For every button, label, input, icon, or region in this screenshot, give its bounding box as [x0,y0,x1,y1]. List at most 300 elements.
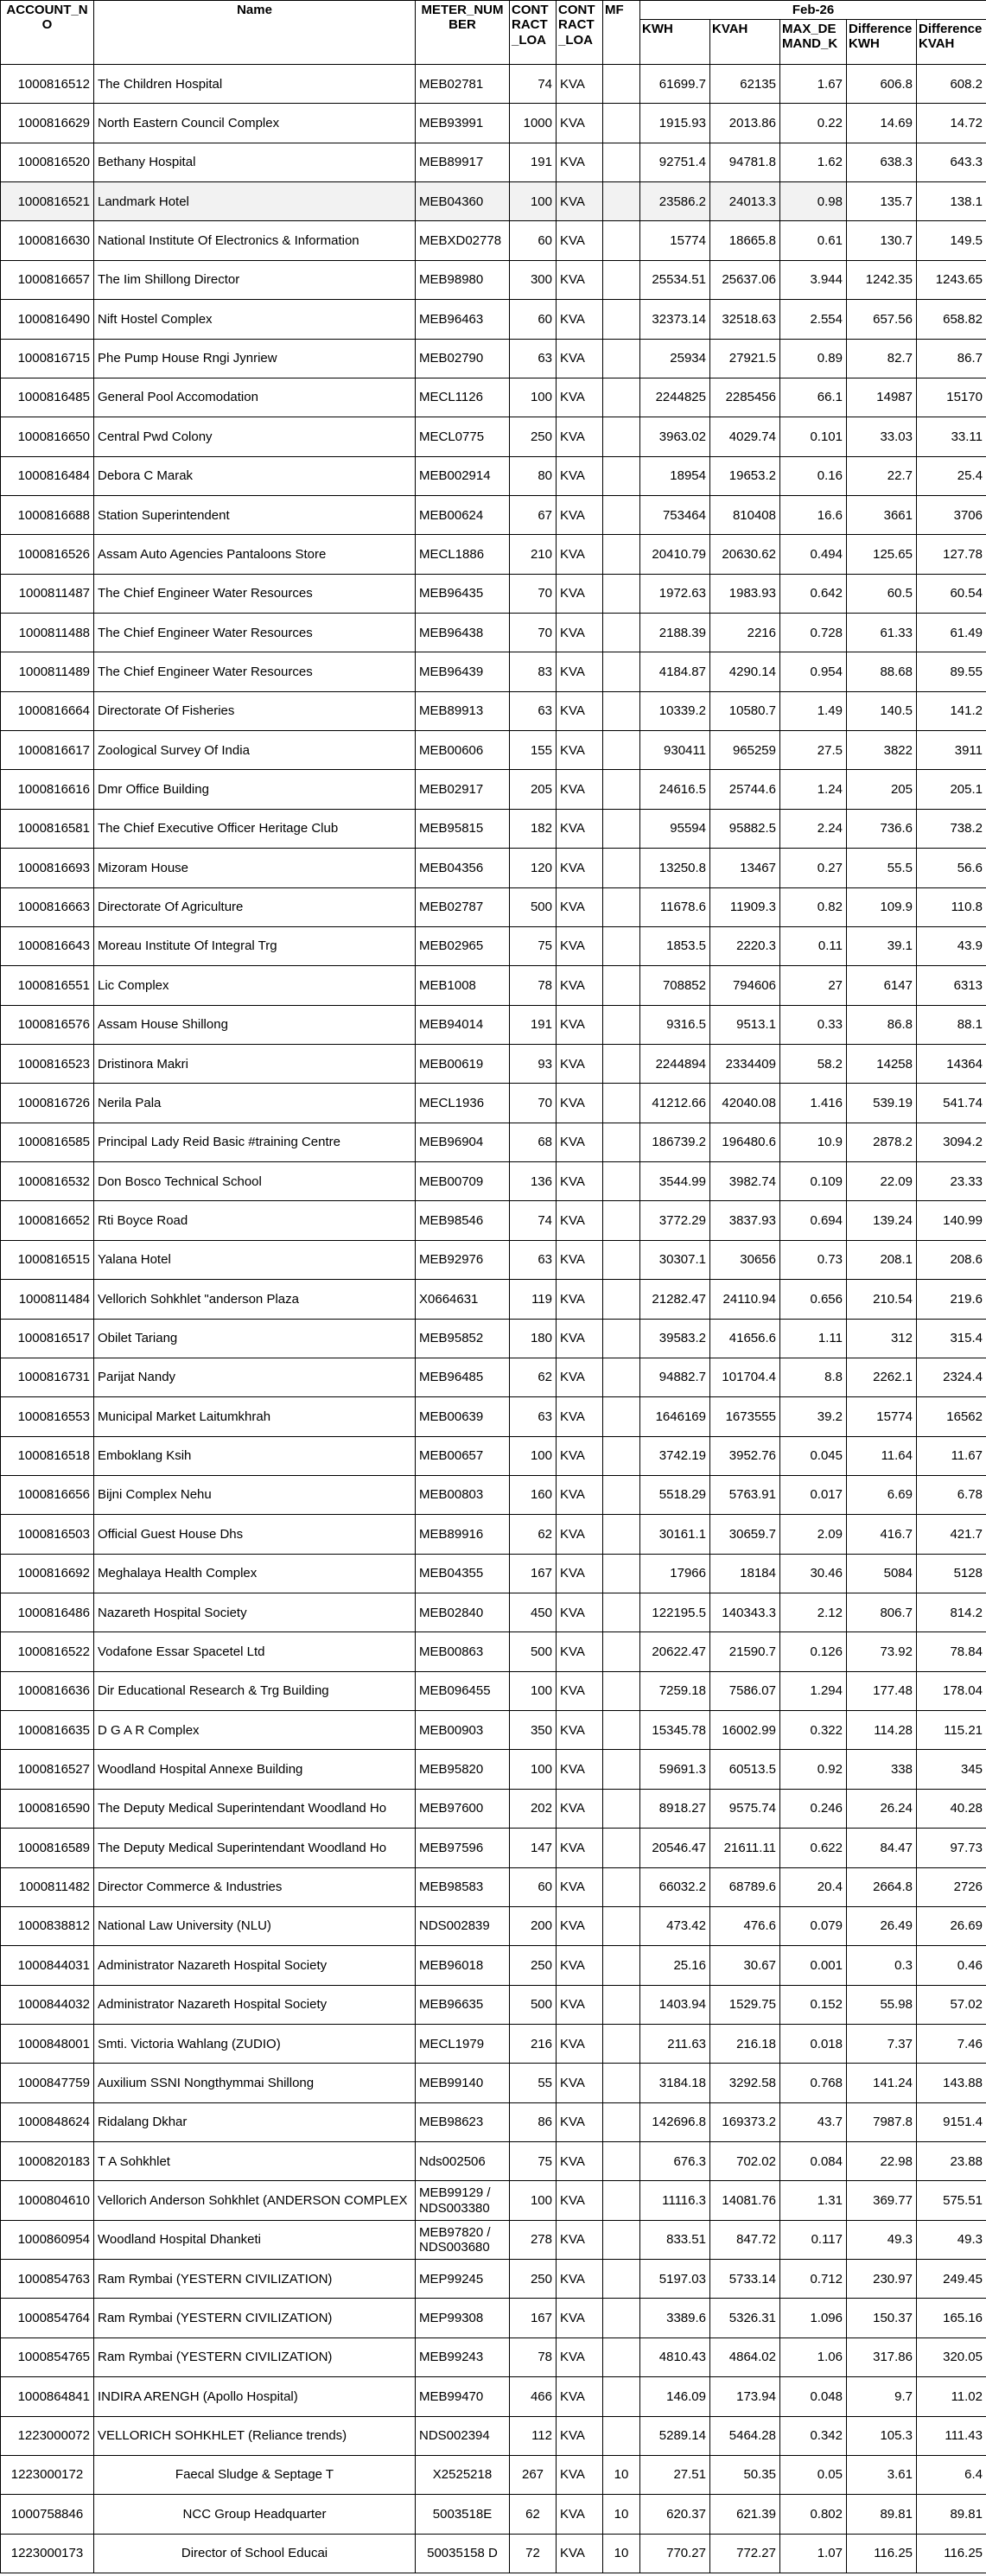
kwh-cell: 32373.14 [640,300,710,339]
meter-number-cell: MEB04355 [416,1554,510,1593]
contract-load-cell: 78 [510,2337,557,2376]
table-row [1,731,986,770]
diff-kwh-cell: 539.19 [847,1084,917,1123]
mf-cell: 10 [603,2495,640,2534]
table-header [1,1,986,65]
table-row [1,378,986,417]
diff-kvah-cell: 3911 [917,731,986,770]
diff-kvah-cell: 814.2 [917,1593,986,1632]
contract-load-cell: 70 [510,614,557,652]
name-cell: Mizoram House [94,849,416,887]
kwh-cell: 24616.5 [640,770,710,809]
mf-cell [603,1201,640,1240]
max-demand-cell: 1.24 [780,770,847,809]
unit-cell: KVA [557,1867,603,1906]
table-row [1,2181,986,2220]
contract-load-cell: 205 [510,770,557,809]
table-row [1,1436,986,1475]
kvah-cell: 13467 [710,849,780,887]
diff-kvah-cell: 149.5 [917,221,986,260]
max-demand-cell: 0.656 [780,1280,847,1319]
diff-kvah-cell: 219.6 [917,1280,986,1319]
contract-load-cell: 100 [510,182,557,221]
mf-cell [603,1436,640,1475]
kvah-cell: 1673555 [710,1397,780,1436]
diff-kvah-cell: 127.78 [917,535,986,574]
diff-kvah-cell: 57.02 [917,1985,986,2024]
contract-load-cell: 72 [510,2534,557,2573]
kwh-cell: 15774 [640,221,710,260]
table-row [1,1671,986,1710]
diff-kvah-cell: 40.28 [917,1789,986,1828]
name-cell: Official Guest House Dhs [94,1515,416,1554]
diff-kvah-cell: 608.2 [917,65,986,104]
kvah-cell: 95882.5 [710,809,780,848]
contract-load-cell: 500 [510,887,557,926]
max-demand-cell: 0.045 [780,1436,847,1475]
mf-cell [603,1515,640,1554]
max-demand-cell: 1.416 [780,1084,847,1123]
account-cell: 1000847759 [1,2064,94,2102]
unit-cell: KVA [557,2377,603,2416]
account-cell: 1000844031 [1,1946,94,1985]
account-cell: 1000816512 [1,65,94,104]
max-demand-cell: 0.11 [780,926,847,965]
name-cell: Director of School Educai [94,2534,416,2573]
account-cell: 1000816688 [1,495,94,534]
kwh-cell: 30307.1 [640,1240,710,1279]
table-row [1,2220,986,2259]
max-demand-cell: 1.06 [780,2337,847,2376]
diff-kwh-cell: 33.03 [847,417,917,456]
account-cell: 1000811487 [1,574,94,613]
contract-load-cell: 74 [510,1201,557,1240]
header-diff-kvah: Difference KVAH [917,20,986,65]
diff-kwh-cell: 5084 [847,1554,917,1593]
kvah-cell: 9513.1 [710,1005,780,1044]
unit-cell: KVA [557,1750,603,1789]
contract-load-cell: 68 [510,1123,557,1161]
diff-kvah-cell: 6.78 [917,1475,986,1514]
unit-cell: KVA [557,1985,603,2024]
kwh-cell: 708852 [640,966,710,1005]
unit-cell: KVA [557,1671,603,1710]
table-row [1,339,986,378]
name-cell: Bethany Hospital [94,143,416,181]
kvah-cell: 16002.99 [710,1711,780,1750]
kvah-cell: 173.94 [710,2377,780,2416]
kwh-cell: 20622.47 [640,1632,710,1671]
contract-load-cell: 63 [510,1397,557,1436]
name-cell: Principal Lady Reid Basic #training Centre [94,1123,416,1161]
meter-number-cell: MECL1126 [416,378,510,417]
table-row [1,143,986,181]
mf-cell [603,2181,640,2220]
account-cell: 1000816635 [1,1711,94,1750]
meter-number-cell: MEB98980 [416,260,510,299]
max-demand-cell: 0.342 [780,2416,847,2455]
max-demand-cell: 0.89 [780,339,847,378]
kwh-cell: 15345.78 [640,1711,710,1750]
kwh-cell: 41212.66 [640,1084,710,1123]
contract-load-cell: 62 [510,1515,557,1554]
kwh-cell: 94882.7 [640,1358,710,1396]
account-cell: 1000848624 [1,2102,94,2141]
name-cell: Ram Rymbai (YESTERN CIVILIZATION) [94,2260,416,2299]
account-cell: 1000816616 [1,770,94,809]
name-cell: Phe Pump House Rngi Jynriew [94,339,416,378]
kvah-cell: 20630.62 [710,535,780,574]
diff-kvah-cell: 421.7 [917,1515,986,1554]
name-cell: Assam House Shillong [94,1005,416,1044]
name-cell: Director Commerce & Industries [94,1867,416,1906]
kvah-cell: 702.02 [710,2142,780,2181]
table-row [1,887,986,926]
kwh-cell: 10339.2 [640,691,710,730]
name-cell: Ram Rymbai (YESTERN CIVILIZATION) [94,2337,416,2376]
kwh-cell: 122195.5 [640,1593,710,1632]
kwh-cell: 59691.3 [640,1750,710,1789]
diff-kwh-cell: 139.24 [847,1201,917,1240]
mf-cell [603,1280,640,1319]
diff-kvah-cell: 138.1 [917,182,986,221]
kwh-cell: 18954 [640,456,710,495]
contract-load-cell: 191 [510,143,557,181]
meter-number-cell: MEB96463 [416,300,510,339]
name-cell: Central Pwd Colony [94,417,416,456]
account-cell: 1000816485 [1,378,94,417]
diff-kvah-cell: 89.81 [917,2495,986,2534]
header-mf: MF [603,1,640,65]
table-row [1,809,986,848]
meter-number-cell: MEB96904 [416,1123,510,1161]
name-cell: The Iim Shillong Director [94,260,416,299]
max-demand-cell: 1.67 [780,65,847,104]
mf-cell [603,966,640,1005]
diff-kwh-cell: 338 [847,1750,917,1789]
max-demand-cell: 0.33 [780,1005,847,1044]
diff-kwh-cell: 208.1 [847,1240,917,1279]
name-cell: Nazareth Hospital Society [94,1593,416,1632]
unit-cell: KVA [557,182,603,221]
meter-number-cell: MECL1886 [416,535,510,574]
account-cell: 1000816731 [1,1358,94,1396]
diff-kvah-cell: 16562 [917,1397,986,1436]
name-cell: Obilet Tariang [94,1319,416,1358]
name-cell: General Pool Accomodation [94,378,416,417]
diff-kvah-cell: 3706 [917,495,986,534]
mf-cell [603,652,640,691]
table-row [1,2260,986,2299]
kvah-cell: 476.6 [710,1906,780,1945]
account-cell: 1000816693 [1,849,94,887]
contract-load-cell: 500 [510,1632,557,1671]
max-demand-cell: 0.82 [780,887,847,926]
diff-kvah-cell: 11.02 [917,2377,986,2416]
diff-kvah-cell: 315.4 [917,1319,986,1358]
mf-cell [603,2024,640,2063]
unit-cell: KVA [557,1789,603,1828]
kvah-cell: 3837.93 [710,1201,780,1240]
max-demand-cell: 2.554 [780,300,847,339]
diff-kwh-cell: 369.77 [847,2181,917,2220]
max-demand-cell: 10.9 [780,1123,847,1161]
meter-number-cell: MEB89917 [416,143,510,181]
header-account-no: ACCOUNT_NO [1,1,94,65]
kvah-cell: 30659.7 [710,1515,780,1554]
unit-cell: KVA [557,104,603,143]
max-demand-cell: 1.07 [780,2534,847,2573]
meter-number-cell: MEB1008 [416,966,510,1005]
name-cell: Zoological Survey Of India [94,731,416,770]
meter-number-cell: MEB002914 [416,456,510,495]
diff-kvah-cell: 7.46 [917,2024,986,2063]
meter-number-cell: MEB02840 [416,1593,510,1632]
max-demand-cell: 1.62 [780,143,847,181]
contract-load-cell: 167 [510,1554,557,1593]
mf-cell: 10 [603,2534,640,2573]
diff-kvah-cell: 49.3 [917,2220,986,2259]
kvah-cell: 4290.14 [710,652,780,691]
mf-cell [603,1671,640,1710]
kwh-cell: 1915.93 [640,104,710,143]
kwh-cell: 13250.8 [640,849,710,887]
max-demand-cell: 0.084 [780,2142,847,2181]
mf-cell [603,2220,640,2259]
diff-kwh-cell: 9.7 [847,2377,917,2416]
name-cell: The Deputy Medical Superintendant Woodland Ho [94,1829,416,1867]
account-cell: 1000811489 [1,652,94,691]
kwh-cell: 21282.47 [640,1280,710,1319]
kvah-cell: 25637.06 [710,260,780,299]
diff-kwh-cell: 6.69 [847,1475,917,1514]
meter-number-cell: X2525218 [416,2455,510,2494]
account-cell: 1000816629 [1,104,94,143]
meter-number-cell: MEP99245 [416,2260,510,2299]
unit-cell: KVA [557,770,603,809]
max-demand-cell: 0.728 [780,614,847,652]
kvah-cell: 14081.76 [710,2181,780,2220]
kvah-cell: 21590.7 [710,1632,780,1671]
diff-kwh-cell: 2878.2 [847,1123,917,1161]
meter-number-cell: MEB00619 [416,1044,510,1083]
account-cell: 1000816490 [1,300,94,339]
table-row [1,691,986,730]
max-demand-cell: 0.126 [780,1632,847,1671]
kwh-cell: 30161.1 [640,1515,710,1554]
unit-cell: KVA [557,1280,603,1319]
name-cell: VELLORICH SOHKHLET (Reliance trends) [94,2416,416,2455]
diff-kwh-cell: 806.7 [847,1593,917,1632]
meter-number-cell: MECL1979 [416,2024,510,2063]
kwh-cell: 3184.18 [640,2064,710,2102]
account-cell: 1000854763 [1,2260,94,2299]
table-row [1,1554,986,1593]
kwh-cell: 2244825 [640,378,710,417]
kwh-cell: 146.09 [640,2377,710,2416]
contract-load-cell: 136 [510,1162,557,1201]
mf-cell [603,1906,640,1945]
table-row [1,104,986,143]
mf-cell [603,339,640,378]
meter-number-cell: MEB00903 [416,1711,510,1750]
name-cell: Vellorich Sohkhlet "anderson Plaza [94,1280,416,1319]
kwh-cell: 930411 [640,731,710,770]
meter-number-cell: MEB92976 [416,1240,510,1279]
unit-cell: KVA [557,1084,603,1123]
unit-cell: KVA [557,1240,603,1279]
account-cell: 1000816532 [1,1162,94,1201]
unit-cell: KVA [557,2181,603,2220]
table-row [1,1515,986,1554]
diff-kwh-cell: 14258 [847,1044,917,1083]
unit-cell: KVA [557,2260,603,2299]
table-row [1,1280,986,1319]
kwh-cell: 95594 [640,809,710,848]
mf-cell [603,65,640,104]
contract-load-cell: 60 [510,221,557,260]
kwh-cell: 5197.03 [640,2260,710,2299]
table-row [1,1044,986,1083]
mf-cell: 10 [603,2455,640,2494]
account-cell: 1000860954 [1,2220,94,2259]
mf-cell [603,2299,640,2337]
account-cell: 1223000072 [1,2416,94,2455]
mf-cell [603,770,640,809]
kwh-cell: 7259.18 [640,1671,710,1710]
mf-cell [603,2064,640,2102]
name-cell: The Chief Engineer Water Resources [94,574,416,613]
diff-kwh-cell: 140.5 [847,691,917,730]
kvah-cell: 2013.86 [710,104,780,143]
kvah-cell: 24110.94 [710,1280,780,1319]
max-demand-cell: 0.642 [780,574,847,613]
meter-number-cell: MEB096455 [416,1671,510,1710]
diff-kvah-cell: 5128 [917,1554,986,1593]
kwh-cell: 833.51 [640,2220,710,2259]
meter-number-cell: MEB02917 [416,770,510,809]
unit-cell: KVA [557,1475,603,1514]
header-month-group: Feb-26 [640,1,986,20]
mf-cell [603,887,640,926]
unit-cell: KVA [557,691,603,730]
diff-kwh-cell: 0.3 [847,1946,917,1985]
kwh-cell: 17966 [640,1554,710,1593]
name-cell: Lic Complex [94,966,416,1005]
account-cell: 1000820183 [1,2142,94,2181]
unit-cell: KVA [557,2142,603,2181]
unit-cell: KVA [557,966,603,1005]
mf-cell [603,2142,640,2181]
name-cell: NCC Group Headquarter [94,2495,416,2534]
contract-load-cell: 100 [510,1671,557,1710]
table-row [1,1358,986,1396]
table-row [1,1475,986,1514]
kvah-cell: 24013.3 [710,182,780,221]
meter-number-cell: MEB98623 [416,2102,510,2141]
contract-load-cell: 60 [510,300,557,339]
max-demand-cell: 39.2 [780,1397,847,1436]
name-cell: Moreau Institute Of Integral Trg [94,926,416,965]
diff-kvah-cell: 143.88 [917,2064,986,2102]
kvah-cell: 42040.08 [710,1084,780,1123]
name-cell: Municipal Market Laitumkhrah [94,1397,416,1436]
mf-cell [603,691,640,730]
account-cell: 1223000172 [1,2455,94,2494]
kvah-cell: 18184 [710,1554,780,1593]
header-diff-kwh: Difference KWH [847,20,917,65]
header-kvah: KVAH [710,20,780,65]
kvah-cell: 10580.7 [710,691,780,730]
unit-cell: KVA [557,1906,603,1945]
unit-cell: KVA [557,1162,603,1201]
contract-load-cell: 250 [510,1946,557,1985]
max-demand-cell: 0.494 [780,535,847,574]
contract-load-cell: 350 [510,1711,557,1750]
unit-cell: KVA [557,926,603,965]
mf-cell [603,1632,640,1671]
diff-kvah-cell: 26.69 [917,1906,986,1945]
contract-load-cell: 278 [510,2220,557,2259]
contract-load-cell: 210 [510,535,557,574]
kvah-cell: 5464.28 [710,2416,780,2455]
account-cell: 1000816526 [1,535,94,574]
max-demand-cell: 1.49 [780,691,847,730]
contract-load-cell: 100 [510,1436,557,1475]
unit-cell: KVA [557,1005,603,1044]
table-row [1,770,986,809]
name-cell: Administrator Nazareth Hospital Society [94,1985,416,2024]
kwh-cell: 1403.94 [640,1985,710,2024]
meter-number-cell: MEB99243 [416,2337,510,2376]
mf-cell [603,614,640,652]
max-demand-cell: 0.622 [780,1829,847,1867]
kvah-cell: 2220.3 [710,926,780,965]
meter-number-cell: 5003518E [416,2495,510,2534]
account-cell: 1000816553 [1,1397,94,1436]
table-row [1,1240,986,1279]
kwh-cell: 4184.87 [640,652,710,691]
kwh-cell: 39583.2 [640,1319,710,1358]
account-cell: 1000816581 [1,809,94,848]
account-cell: 1000816520 [1,143,94,181]
max-demand-cell: 27 [780,966,847,1005]
kvah-cell: 3952.76 [710,1436,780,1475]
kwh-cell: 211.63 [640,2024,710,2063]
unit-cell: KVA [557,143,603,181]
diff-kvah-cell: 60.54 [917,574,986,613]
table-row [1,1789,986,1828]
unit-cell: KVA [557,339,603,378]
name-cell: Auxilium SSNI Nongthymmai Shillong [94,2064,416,2102]
name-cell: Don Bosco Technical School [94,1162,416,1201]
account-cell: 1000816523 [1,1044,94,1083]
mf-cell [603,731,640,770]
max-demand-cell: 1.11 [780,1319,847,1358]
kvah-cell: 50.35 [710,2455,780,2494]
name-cell: Vellorich Anderson Sohkhlet (ANDERSON COMPLEX [94,2181,416,2220]
kwh-cell: 1646169 [640,1397,710,1436]
meter-number-cell: MEB02781 [416,65,510,104]
diff-kwh-cell: 657.56 [847,300,917,339]
mf-cell [603,535,640,574]
contract-load-cell: 182 [510,809,557,848]
unit-cell: KVA [557,65,603,104]
account-cell: 1000811482 [1,1867,94,1906]
unit-cell: KVA [557,2064,603,2102]
mf-cell [603,2260,640,2299]
max-demand-cell: 0.018 [780,2024,847,2063]
